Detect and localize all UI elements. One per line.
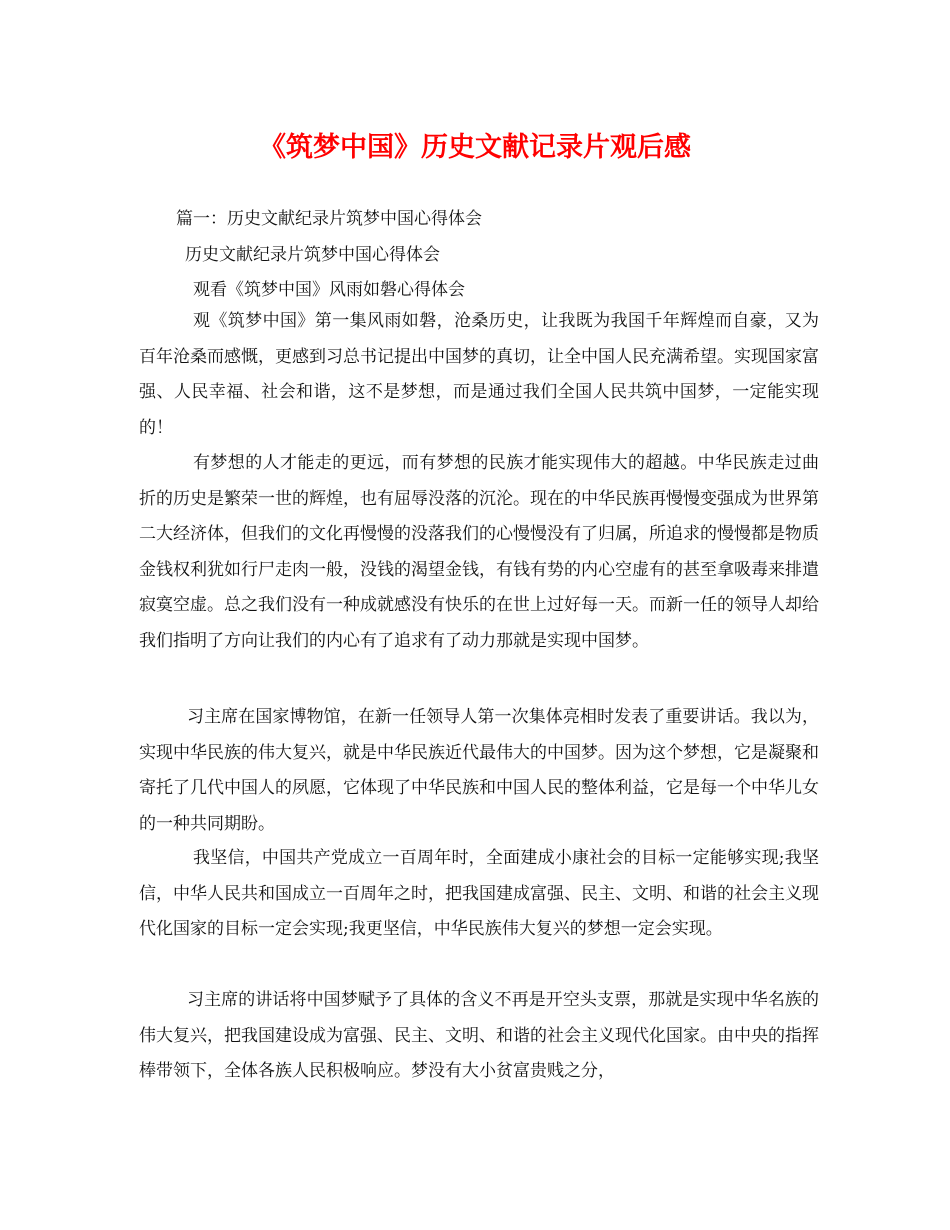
subheading: 历史文献纪录片筑梦中国心得体会 (185, 245, 440, 265)
document-title: 《筑梦中国》历史文献记录片观后感 (259, 132, 691, 163)
paragraph: 观《筑梦中国》第一集风雨如磐，沧桑历史，让我既为我国千年辉煌而自豪，又为百年沧桑而感慨，更感到习总书记提出中国梦的真切，让全中国人民充满希望。实现国家富强、人民幸福、社会和谐，这不是梦想，而是通过我们全国人民共筑中国梦，一定能实现的！ (139, 311, 819, 438)
paragraph: 我坚信，中国共产党成立一百周年时，全面建成小康社会的目标一定能够实现;我坚信，中华人民共和国成立一百周年之时，把我国建成富强、民主、文明、和谐的社会主义现代化国家的目标一定会实现;我更坚信，中华民族伟大复兴的梦想一定会实现。 (139, 848, 819, 940)
paragraph: 习主席的讲话将中国梦赋予了具体的含义不再是开空头支票，那就是实现中华名族的伟大复兴，把我国建设成为富强、民主、文明、和谐的社会主义现代化国家。由中央的指挥棒带领下，全体各族人民积极响应。梦没有大小贫富贵贱之分， (139, 990, 819, 1082)
paragraph: 习主席在国家博物馆，在新一任领导人第一次集体亮相时发表了重要讲话。我以为，实现中华民族的伟大复兴，就是中华民族近代最伟大的中国梦。因为这个梦想，它是凝聚和寄托了几代中国人的夙愿，它体现了中华民族和中国人民的整体利益，它是每一个中华儿女的一种共同期盼。 (139, 707, 819, 834)
paragraph: 有梦想的人才能走的更远，而有梦想的民族才能实现伟大的超越。中华民族走过曲折的历史是繁荣一世的辉煌，也有屈辱没落的沉沦。现在的中华民族再慢慢变强成为世界第二大经济体，但我们的文化再慢慢的没落我们的心慢慢没有了归属，所追求的慢慢都是物质金钱权利犹如行尸走肉一般，没钱的渴望金钱，有钱有势的内心空虚有的甚至拿吸毒来排遣寂寞空虚。总之我们没有一种成就感没有快乐的在世上过好每一天。而新一任的领导人却给我们指明了方向让我们的内心有了追求有了动力那就是实现中国梦。 (139, 453, 819, 651)
subheading: 观看《筑梦中国》风雨如磐心得体会 (193, 280, 465, 300)
section-heading: 篇一：历史文献纪录片筑梦中国心得体会 (176, 209, 482, 229)
